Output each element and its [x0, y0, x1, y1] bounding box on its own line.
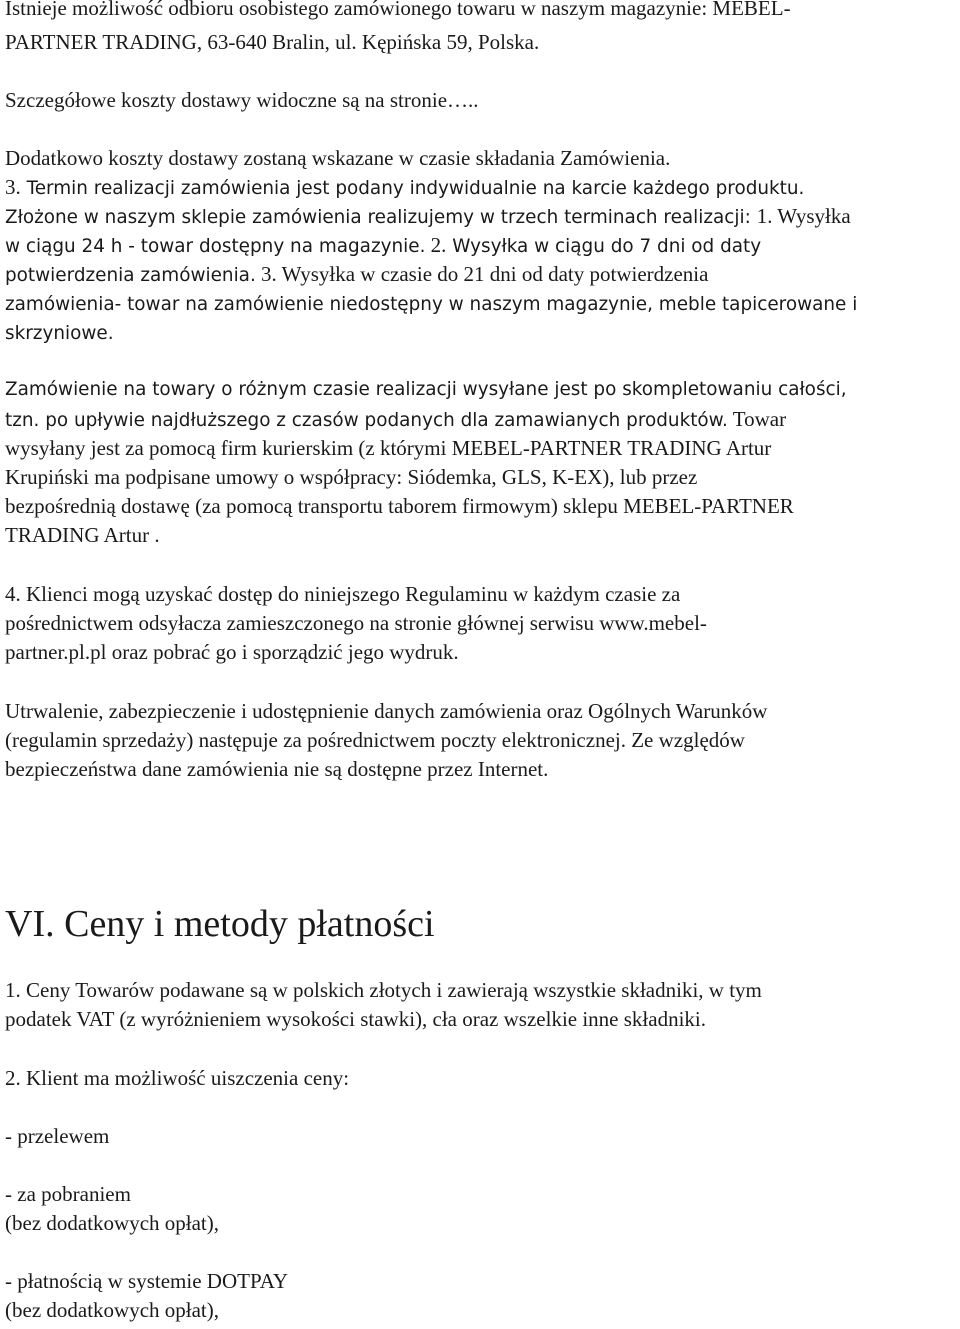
- fulfillment-text: skrzyniowe.: [5, 323, 114, 344]
- payment-intro: 2. Klient ma możliwość uiszczenia ceny:: [5, 1066, 350, 1090]
- combined-order-text: Towar: [727, 407, 787, 431]
- fulfillment-line-1: [5, 174, 804, 202]
- item-number: 1.: [756, 204, 773, 228]
- item-number: 3.: [5, 175, 21, 199]
- fulfillment-text: Wysyłka w ciągu do 7 dni od daty: [446, 236, 762, 257]
- data-security-line-3: bezpieczeństwa dane zamówienia nie są dostępne przez Internet.: [5, 757, 549, 781]
- delivery-costs-order-note: Dodatkowo koszty dostawy zostaną wskazane w czasie składania Zamówienia.: [5, 146, 671, 170]
- section-heading: VI. Ceny i metody płatności: [5, 903, 435, 945]
- fulfillment-text: zamówienia- towar na zamówienie niedostępny w naszym magazynie, meble tapicerowane i: [5, 294, 858, 315]
- fulfillment-line-2: [5, 203, 851, 231]
- fulfillment-text: potwierdzenia zamówienia.: [5, 265, 256, 286]
- data-security-line-1: Utrwalenie, zabezpieczenie i udostępnienie danych zamówienia oraz Ogólnych Warunków: [5, 699, 768, 723]
- fulfillment-text: Złożone w naszym sklepie zamówienia realizujemy w trzech terminach realizacji:: [5, 207, 757, 228]
- regulations-access-line-3: partner.pl.pl oraz pobrać go i sporządzić jego wydruk.: [5, 640, 459, 664]
- combined-order-text: tzn. po upływie najdłuższego z czasów podanych dla zamawianych produktów.: [5, 410, 728, 431]
- fulfillment-text: Termin realizacji zamówienia jest podany indywidualnie na karcie każdego produktu.: [20, 178, 805, 199]
- pickup-info-line-1: Istnieje możliwość odbioru osobistego zamówionego towaru w naszym magazynie: MEBEL-: [5, 0, 791, 20]
- prices-line-2: podatek VAT (z wyróżnieniem wysokości stawki), cła oraz wszelkie inne składniki.: [5, 1007, 706, 1031]
- fulfillment-text: w ciągu 24 h - towar dostępny na magazynie.: [5, 236, 426, 257]
- fulfillment-line-3: [5, 232, 761, 260]
- payment-option-cod-note: (bez dodatkowych opłat),: [5, 1211, 220, 1235]
- regulations-access-line-2: pośrednictwem odsyłacza zamieszczonego na stronie głównej serwisu www.mebel-: [5, 611, 707, 635]
- combined-order-line-2: [5, 406, 786, 434]
- fulfillment-text: Wysyłka: [772, 204, 851, 228]
- payment-option-dotpay: - płatnością w systemie DOTPAY: [5, 1269, 289, 1293]
- payment-option-transfer: - przelewem: [5, 1124, 110, 1148]
- payment-option-dotpay-note: (bez dodatkowych opłat),: [5, 1298, 220, 1322]
- fulfillment-text: Wysyłka w czasie do 21 dni od daty potwierdzenia: [276, 262, 709, 286]
- prices-line-1: 1. Ceny Towarów podawane są w polskich złotych i zawierają wszystkie składniki, w tym: [5, 978, 762, 1002]
- payment-option-cod: - za pobraniem: [5, 1182, 131, 1206]
- pickup-info-line-2: PARTNER TRADING, 63-640 Bralin, ul. Kępińska 59, Polska.: [5, 30, 540, 54]
- fulfillment-line-6: [5, 319, 114, 347]
- data-security-line-2: (regulamin sprzedaży) następuje za pośrednictwem poczty elektronicznej. Ze względów: [5, 728, 745, 752]
- combined-order-line-3: wysyłany jest za pomocą firm kurierskim (z którymi MEBEL-PARTNER TRADING Artur: [5, 436, 772, 460]
- delivery-costs-note: Szczegółowe koszty dostawy widoczne są na stronie…..: [5, 88, 479, 112]
- combined-order-line-1: Zamówienie na towary o różnym czasie realizacji wysyłane jest po skompletowaniu całości,: [5, 379, 847, 400]
- combined-order-line-5: bezpośrednią dostawę (za pomocą transportu taborem firmowym) sklepu MEBEL-PARTNER: [5, 494, 794, 518]
- fulfillment-line-5: [5, 290, 857, 318]
- combined-order-line-6: TRADING Artur .: [5, 523, 160, 547]
- combined-order-line-4: Krupiński ma podpisane umowy o współpracy: Siódemka, GLS, K-EX), lub przez: [5, 465, 698, 489]
- item-number: 2.: [425, 233, 447, 257]
- item-number: 3.: [255, 262, 277, 286]
- regulations-access-line-1: 4. Klienci mogą uzyskać dostęp do niniejszego Regulaminu w każdym czasie za: [5, 582, 681, 606]
- fulfillment-line-4: [5, 261, 708, 289]
